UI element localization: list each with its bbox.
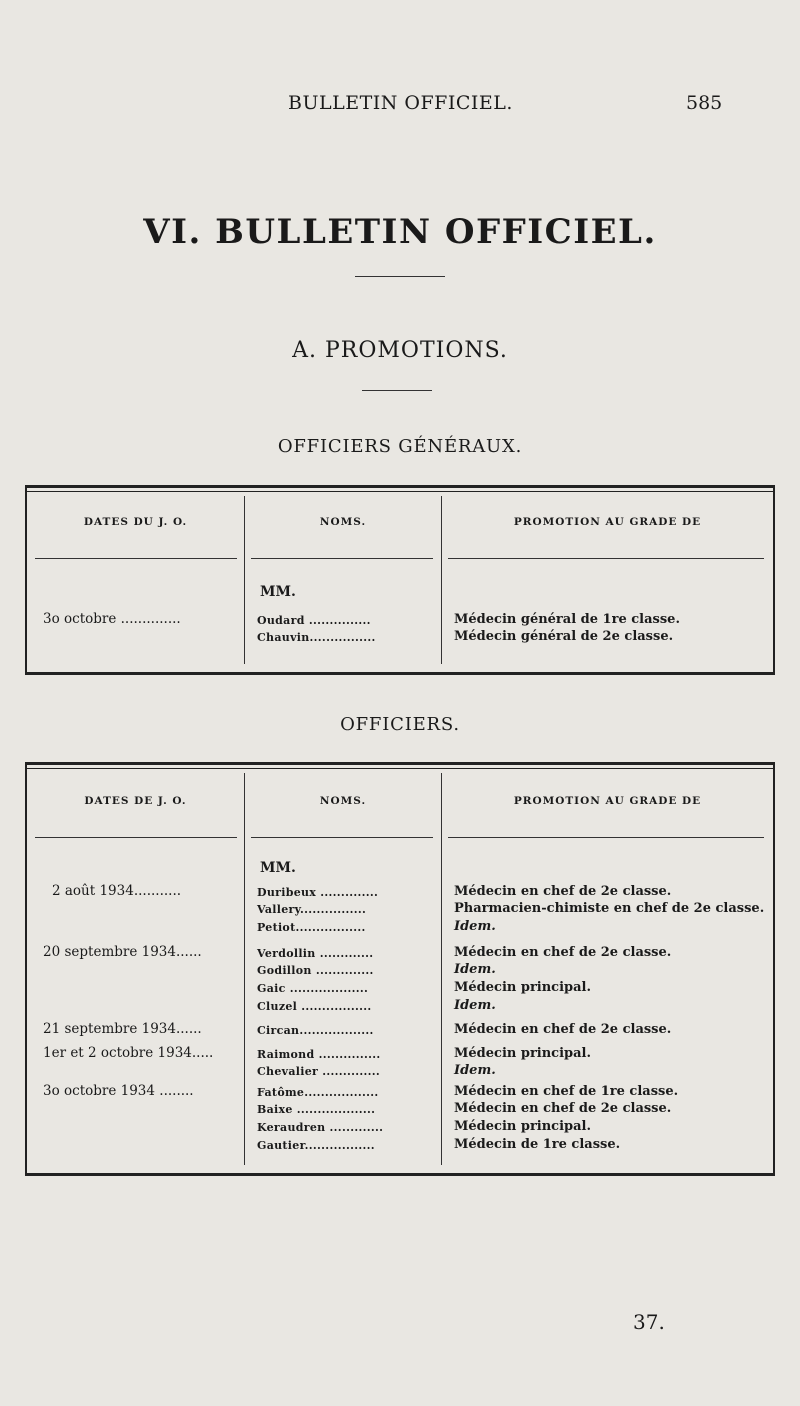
- table-row-promotion: Médecin en chef de 2e classe.: [454, 1101, 672, 1116]
- table-row-name: Oudard ...............: [257, 614, 371, 627]
- page-number: 585: [686, 92, 723, 114]
- table-row-date: 1er et 2 octobre 1934.....: [43, 1045, 214, 1061]
- table-row-date: 3o octobre 1934 ........: [43, 1083, 194, 1099]
- table-row-name: Vallery................: [257, 903, 367, 916]
- table-row-promotion: Médecin en chef de 2e classe.: [454, 945, 672, 960]
- table-row-promotion: Médecin général de 2e classe.: [454, 629, 674, 644]
- table-row-promotion: Idem.: [454, 919, 496, 934]
- running-head: [0, 92, 800, 122]
- table-row-name: Baixe ...................: [257, 1103, 376, 1116]
- table2-header-promotion: PROMOTION AU GRADE DE: [513, 795, 702, 807]
- table-row-promotion: Médecin en chef de 2e classe.: [454, 1022, 672, 1037]
- table1-header-dates: DATES DU J. O.: [83, 516, 188, 528]
- table-row-promotion: Idem.: [454, 962, 496, 977]
- table-row-promotion: Médecin principal.: [454, 1119, 592, 1134]
- table1-header-names: NOMS.: [319, 516, 367, 528]
- table-row-promotion: Médecin en chef de 1re classe.: [454, 1084, 679, 1099]
- header-separator: [251, 558, 433, 559]
- table1-header-promotion: PROMOTION AU GRADE DE: [513, 516, 702, 528]
- divider: [355, 276, 445, 277]
- section-title: VI. BULLETIN OFFICIEL.: [143, 212, 657, 252]
- table-row-promotion: Idem.: [454, 998, 496, 1013]
- subsection-title: A. PROMOTIONS.: [292, 338, 508, 363]
- table-row-promotion: Médecin en chef de 2e classe.: [454, 884, 672, 899]
- table-row-name: Duribeux ..............: [257, 886, 379, 899]
- mm-label: MM.: [260, 584, 296, 600]
- table-row-name: Keraudren .............: [257, 1121, 384, 1134]
- table-row-name: Petiot.................: [257, 921, 366, 934]
- table2-header-names: NOMS.: [319, 795, 367, 807]
- table-row-promotion: Idem.: [454, 1063, 496, 1078]
- table-rule: [27, 491, 773, 492]
- table-row-promotion: Médecin principal.: [454, 980, 592, 995]
- divider: [362, 390, 432, 391]
- table-row-date: 2 août 1934...........: [52, 883, 182, 899]
- column-divider: [441, 773, 442, 1165]
- header-separator: [251, 837, 433, 838]
- table-row-promotion: Pharmacien-chimiste en chef de 2e classe.: [454, 901, 765, 916]
- header-separator: [35, 558, 237, 559]
- running-title: BULLETIN OFFICIEL.: [288, 92, 513, 114]
- header-separator: [35, 837, 237, 838]
- header-separator: [448, 558, 764, 559]
- table-row-date: 21 septembre 1934......: [43, 1021, 202, 1037]
- table-row-promotion: Médecin de 1re classe.: [454, 1137, 621, 1152]
- table-row-date: 3o octobre ..............: [43, 611, 181, 627]
- table-rule: [27, 768, 773, 769]
- table-row-date: 20 septembre 1934......: [43, 944, 202, 960]
- table-row-name: Raimond ...............: [257, 1048, 381, 1061]
- table-row-name: Fatôme..................: [257, 1086, 379, 1099]
- table-row-name: Godillon ..............: [257, 964, 374, 977]
- table1-title: OFFICIERS GÉNÉRAUX.: [277, 436, 523, 457]
- table2-title: OFFICIERS.: [340, 714, 460, 735]
- table-row-name: Verdollin .............: [257, 947, 374, 960]
- table-row-name: Cluzel .................: [257, 1000, 372, 1013]
- table-row-promotion: Médecin principal.: [454, 1046, 592, 1061]
- table1: [25, 485, 775, 675]
- table2-header-dates: DATES DE J. O.: [84, 795, 187, 807]
- mm-label: MM.: [260, 860, 296, 876]
- signature-mark: 37.: [633, 1310, 665, 1334]
- table-row-name: Gaic ...................: [257, 982, 369, 995]
- table-row-name: Gautier.................: [257, 1139, 375, 1152]
- table-row-name: Circan..................: [257, 1024, 374, 1037]
- table2: [25, 762, 775, 1176]
- table-row-name: Chauvin................: [257, 631, 376, 644]
- table-row-name: Chevalier ..............: [257, 1065, 381, 1078]
- column-divider: [244, 773, 245, 1165]
- table-row-promotion: Médecin général de 1re classe.: [454, 612, 680, 627]
- header-separator: [448, 837, 764, 838]
